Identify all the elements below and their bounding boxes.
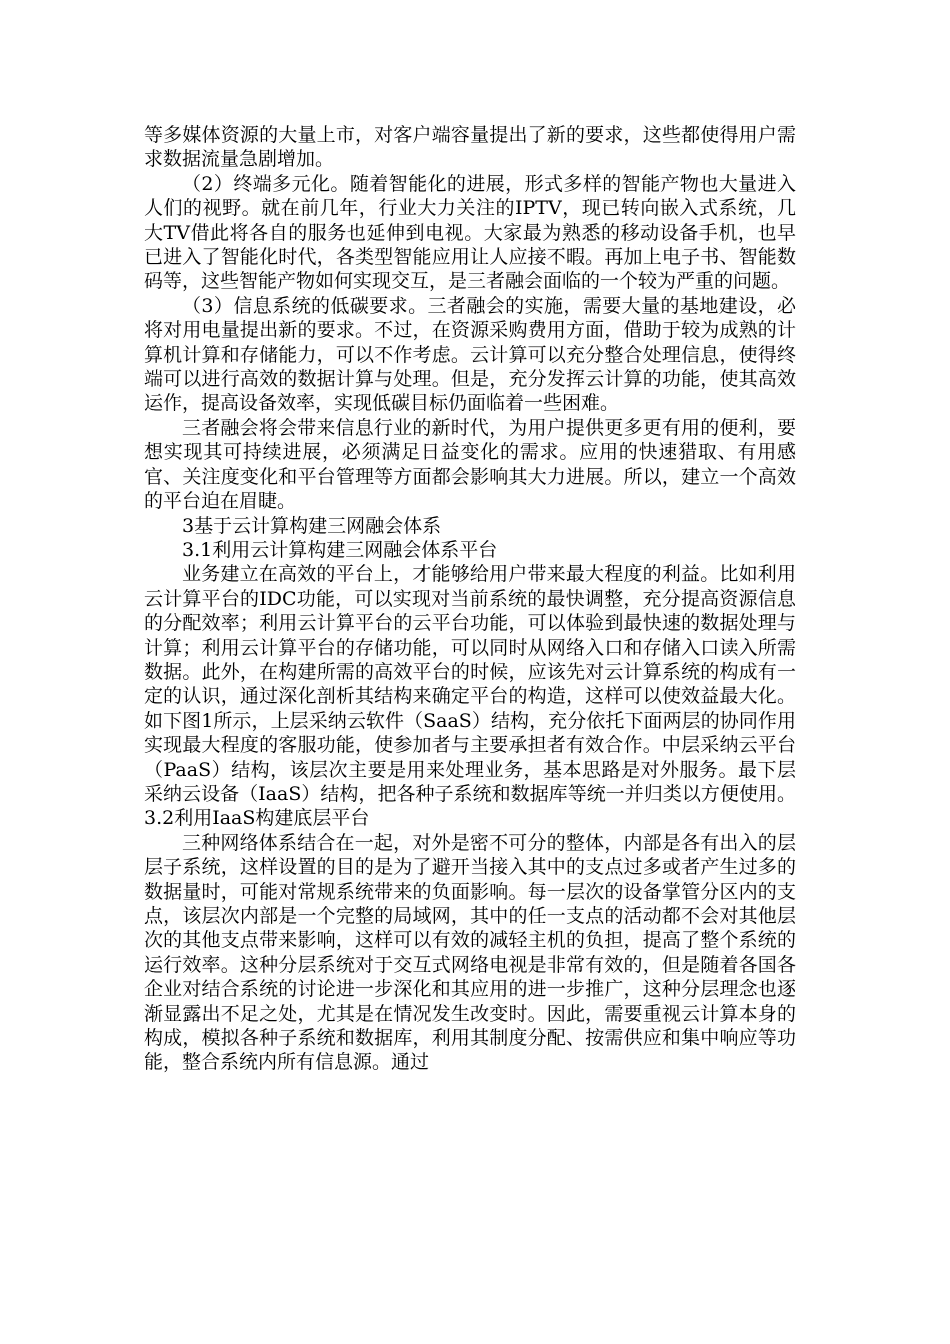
paragraph-network-layers: 三种网络体系结合在一起，对外是密不可分的整体，内部是各有出入的层层子系统，这样设置的目的是为了避开当接入其中的支点过多或者产生过多的数据量时，可能对常规系统带来的负面影响。每一层次的设备掌管分区内的支点，该层次内部是一个完整的局域网，其中的任一支点的活动都不会对其他层次的其他支点带来影响，这样可以有效的减轻主机的负担，提高了整个系统的运行效率。这种分层系统对于交互式网络电视是非常有效的，但是随着各国各企业对结合系统的讨论进一步深化和其应用的进一步推广，这种分层理念也逐渐显露出不足之处，尤其是在情况发生改变时。因此，需要重视云计算本身的构成，模拟各种子系统和数据库，利用其制度分配、按需供应和集中响应等功能，整合系统内所有信息源。通过	[144, 831, 796, 1074]
paragraph-terminal-diversification: （2）终端多元化。随着智能化的进展，形式多样的智能产物也大量进入人们的视野。就在前几年，行业大力关注的IPTV，现已转向嵌入式系统，几大TV借此将各自的服务也延伸到电视。大家最为熟悉的移动设备手机，也早已进入了智能化时代，各类型智能应用让人应接不暇。再加上电子书、智能数码等，这些智能产物如何实现交互，是三者融会面临的一个较为严重的问题。	[144, 172, 796, 293]
paragraph-continuation: 等多媒体资源的大量上市，对客户端容量提出了新的要求，这些都使得用户需求数据流量急剧增加。	[144, 124, 796, 171]
paragraph-new-era: 三者融会将会带来信息行业的新时代，为用户提供更多更有用的便利，要想实现其可持续进展，必须满足日益变化的需求。应用的快速猎取、有用感官、关注度变化和平台管理等方面都会影响其大力进展。所以，建立一个高效的平台迫在眉睫。	[144, 416, 796, 513]
paragraph-platform: 业务建立在高效的平台上，才能够给用户带来最大程度的利益。比如利用云计算平台的IDC功能，可以实现对当前系统的最快调整，充分提高资源信息的分配效率；利用云计算平台的云平台功能，可以体验到最快速的数据处理与计算；利用云计算平台的存储功能，可以同时从网络入口和存储入口读入所需数据。此外，在构建所需的高效平台的时候，应该先对云计算系统的构成有一定的认识，通过深化剖析其结构来确定平台的构造，这样可以使效益最大化。如下图1所示，上层采纳云软件（SaaS）结构，充分依托下面两层的协同作用实现最大程度的客服功能，使参加者与主要承担者有效合作。中层采纳云平台（PaaS）结构，该层次主要是用来处理业务，基本思路是对外服务。最下层采纳云设备（IaaS）结构，把各种子系统和数据库等统一并归类以方便使用。3.2利用IaaS构建底层平台	[144, 563, 796, 830]
section-heading-3-1: 3.1利用云计算构建三网融会体系平台	[182, 538, 498, 561]
section-heading-3: 3基于云计算构建三网融会体系	[182, 514, 442, 537]
document-page	[144, 123, 796, 1075]
paragraph-low-carbon: （3）信息系统的低碳要求。三者融会的实施，需要大量的基地建设，必将对用电量提出新的要求。不过，在资源采购费用方面，借助于较为成熟的计算机计算和存储能力，可以不作考虑。云计算可以充分整合处理信息，使得终端可以进行高效的数据计算与处理。但是，充分发挥云计算的功能，使其高效运作，提高设备效率，实现低碳目标仍面临着一些困难。	[144, 294, 796, 415]
